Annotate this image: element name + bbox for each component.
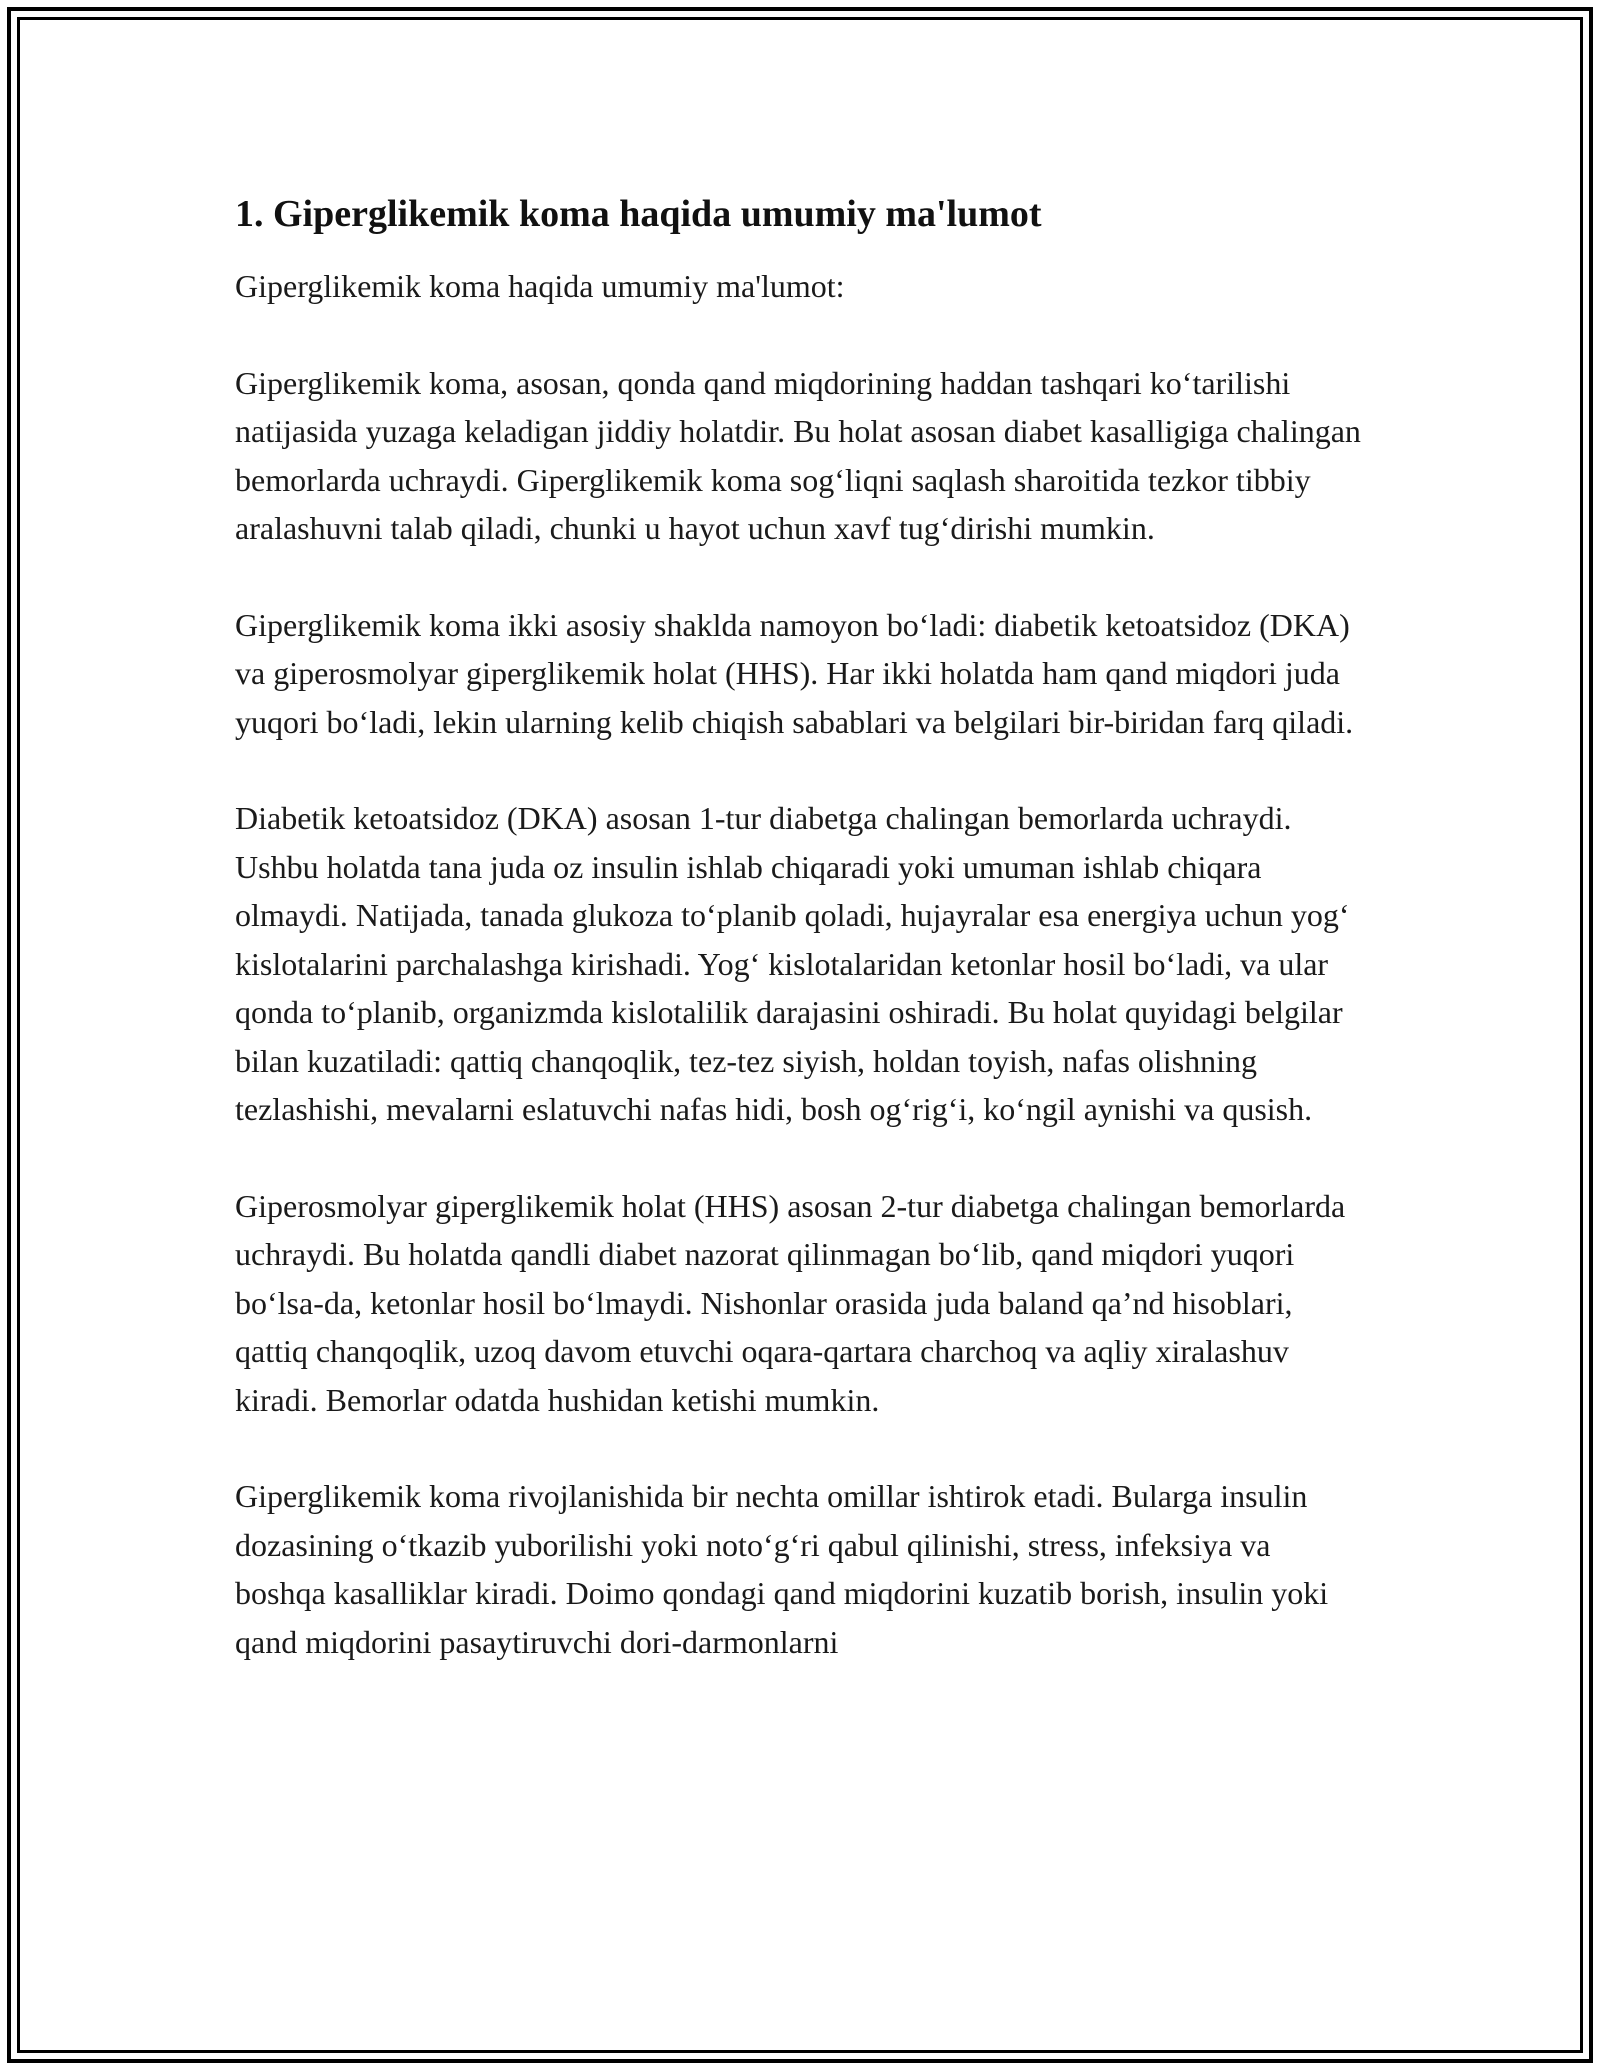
page-title: 1. Giperglikemik koma haqida umumiy ma'lumot (235, 193, 1042, 235)
document-body (235, 186, 1365, 1714)
paragraph-forms: Giperglikemik koma ikki asosiy shaklda namoyon bo‘ladi: diabetik ketoatsidoz (DKA) va giperosmolyar giperglikemik holat (HHS). Har ikki holatda ham qand miqdori juda yuqori bo‘ladi, lekin ularning kelib chiqish sabablari va belgilari bir-biridan farq qiladi. (235, 606, 1354, 740)
intro-paragraph: Giperglikemik koma haqida umumiy ma'lumot: (235, 268, 845, 304)
paragraph-dka: Diabetik ketoatsidoz (DKA) asosan 1-tur diabetga chalingan bemorlarda uchraydi. Ushbu holatda tana juda oz insulin ishlab chiqaradi yoki umuman ishlab chiqara olmaydi. Natijada, tanada glukoza to‘planib qoladi, hujayralar esa energiya uchun yog‘ kislotalarini parchalashga kirishadi. Yog‘ kislotalaridan ketonlar hosil bo‘ladi, va ular qonda to‘planib, organizmda kislotalilik darajasini oshiradi. Bu holat quyidagi belgilar bilan kuzatiladi: qattiq chanqoqlik, tez-tez siyish, holdan toyish, nafas olishning tezlashishi, mevalarni eslatuvchi nafas hidi, bosh og‘rig‘i, ko‘ngil aynishi va qusish. (235, 800, 1350, 1127)
paragraph-causes: Giperglikemik koma rivojlanishida bir nechta omillar ishtirok etadi. Bularga insulin dozasining o‘tkazib yuborilishi yoki noto‘g‘ri qabul qilinishi, stress, infeksiya va boshqa kasalliklar kiradi. Doimo qondagi qand miqdorini kuzatib borish, insulin yoki qand miqdorini pasaytiruvchi dori-darmonlarni (235, 1478, 1329, 1660)
paragraph-hhs: Giperosmolyar giperglikemik holat (HHS) asosan 2-tur diabetga chalingan bemorlarda uchraydi. Bu holatda qandli diabet nazorat qilinmagan bo‘lib, qand miqdori yuqori bo‘lsa-da, ketonlar hosil bo‘lmaydi. Nishonlar orasida juda baland qa’nd hisoblari, qattiq chanqoqlik, uzoq davom etuvchi oqara-qartara charchoq va aqliy xiralashuv kiradi. Bemorlar odatda hushidan ketishi mumkin. (235, 1187, 1346, 1418)
paragraph-definition: Giperglikemik koma, asosan, qonda qand miqdorining haddan tashqari ko‘tarilishi natijasida yuzaga keladigan jiddiy holatdir. Bu holat asosan diabet kasalligiga chalingan bemorlarda uchraydi. Giperglikemik koma sog‘liqni saqlash sharoitida tezkor tibbiy aralashuvni talab qiladi, chunki u hayot uchun xavf tug‘dirishi mumkin. (235, 364, 1361, 546)
